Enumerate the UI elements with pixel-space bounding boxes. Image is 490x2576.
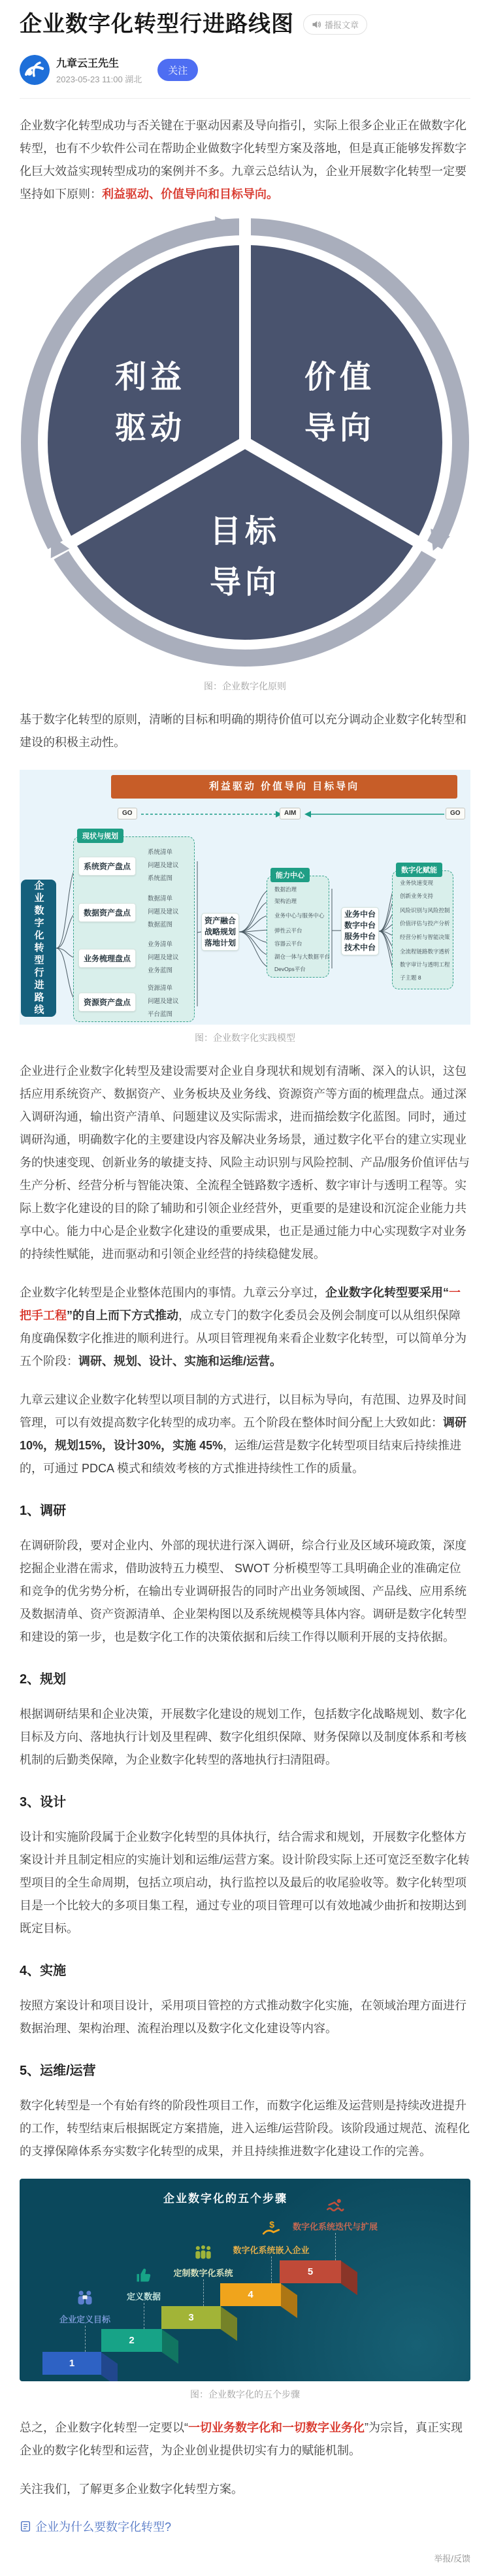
leaf: 业务中心与服务中心 (274, 912, 325, 919)
text-run: 九章云建议企业数字化转型以项目制的方式进行，以目标为导向，有范围、边界及时间管理，可以有效提高数字化转型的成功率。五个阶段在整体时间分配上大致如此： (20, 1393, 466, 1429)
leaf: 系统蓝图 (148, 875, 173, 882)
figure-five-steps (20, 2179, 470, 2381)
principles-highlight: 利益驱动、价值导向和目标导向。 (102, 188, 278, 201)
top-leader-highlight: 一把手工程 (20, 1286, 461, 1322)
speaker-icon (312, 20, 321, 29)
section-paragraph-design: 设计和实施阶段属于企业数字化转型的具体执行，结合需求和规划，开展数字化整体方案设计并且制定相应的实施计划和运维/运营方案。设计阶段实际上还可宽泛至数字化转型项目的全生命周期，包括立项启动，执行监控以及最后的收尾验收等。数字化转型项目是一个比较大的多项目集工程，通过专业的项目管理可以有效地减少曲折和按期达到既定目标。 (20, 1830, 470, 1935)
paragraph-follow-us: 关注我们，了解更多企业数字化转型方案。 (20, 2483, 243, 2496)
leaf: 风险识别与风险控制 (400, 907, 450, 914)
hub-strategy-line: 资产融合 (204, 916, 236, 925)
step-4-side (280, 2283, 297, 2318)
report-feedback-link[interactable]: 举报/反馈 (434, 2554, 470, 2564)
author-row (20, 55, 470, 85)
leaf: 数据蓝图 (148, 921, 173, 929)
step-3-connector (203, 2279, 204, 2306)
step-3: 3 (161, 2306, 221, 2329)
header (20, 9, 470, 39)
section-heading-operation: 5、运维/运营 (20, 2064, 96, 2078)
go-left-tag: GO (118, 808, 137, 819)
step-1-label: 企业定义目标 (59, 2315, 110, 2324)
section-heading-survey: 1、调研 (20, 1504, 67, 1518)
node-business-assets: 业务梳理盘点 (78, 949, 136, 968)
hub-middle-platforms (341, 907, 379, 955)
leaf: 资源清单 (148, 985, 173, 992)
step-4: 4 (220, 2283, 281, 2306)
hand-dollar-icon (261, 2219, 281, 2237)
leaf: 经营分析与智能决策 (400, 934, 450, 940)
leaf: 容器云平台 (274, 940, 302, 947)
step-2-side (161, 2329, 178, 2364)
step-4-label: 数字化系统嵌入企业 (233, 2245, 310, 2255)
figure2-caption: 图：企业数字化实践模型 (195, 1032, 295, 1043)
divider (20, 98, 470, 99)
section-heading-planning: 2、规划 (20, 1672, 67, 1687)
swimmer-icon (325, 2196, 345, 2214)
text-run-bold: 企业数字化转型要采用“ (325, 1286, 449, 1299)
leaf: 业务蓝图 (148, 967, 173, 974)
text-run: ，运维/运营是数字化转型项目结束后持续推进的，可通过 PDCA 模式和绩效考核的方式推进持续性工作的质量。 (20, 1439, 462, 1475)
group-enablement-box (392, 870, 453, 989)
section-paragraph-survey: 在调研阶段，要对企业内、外部的现状进行深入调研，综合行业及区域环境政策，深度挖掘企业潜在需求，借助波特五力模型、 SWOT 分析模型等工具明确企业的准确定位和竞争的优劣势分析，在输出专业调研报告的同时产出业务领域图、产品线、应用系统及数据清单、资产资源清单、企业架构图以及系统规模等具体内容。调研是数字化转型和建设的第一步，也是数字化工作的决策依据和后续工作得以顺利开展的支持依据。 (20, 1539, 466, 1643)
step-5-label: 数字化系统迭代与扩展 (292, 2222, 378, 2232)
paragraph-basis: 基于数字化转型的原则，清晰的目标和明确的期待价值可以充分调动企业数字化转型和建设的积极主动性。 (20, 713, 466, 749)
leaf: 业务快速变现 (400, 880, 434, 886)
paragraph-intro (20, 114, 470, 206)
leaf: 数据治理 (274, 886, 297, 893)
figure-principles (20, 212, 470, 673)
paragraph-survey-overview: 企业进行企业数字化转型及建设需要对企业自身现状和规划有清晰、深入的认识，这包括应用系统资产、数据资产、业务板块及业务线、资源资产等方面的梳理盘点。通过深入调研沟通，输出资产清单、问题建议及实际需求，进而描绘数字化蓝图。同时，通过调研沟通，明确数字化的主要建设内容及解决业务场景，通过数字化平台的建立实现业务的快速变现、创新业务的敏捷支持、风险主动识别与风险控制、产品/服务价值评估与生产分析、经营分析与智能决策、全流程全链路数字透析、数字审计与透明工程等。实际上数字化建设的目的除了辅助和引领企业经营外，更重要的是建设和沉淀企业能力共享中心。能力中心是企业数字化建设的重要成果，也正是通过能力中心实现数字对业务的持续性赋能，进而驱动和引领企业经营的持续稳健发展。 (20, 1065, 470, 1261)
people-pair-icon (75, 2288, 95, 2307)
paragraph-conclusion (20, 2417, 470, 2462)
hub-strategy-line: 落地计划 (204, 938, 236, 948)
stage-percentages-bold: 调研10%，规划15%，设计30%，实施 45% (20, 1416, 466, 1452)
step-3-side (220, 2306, 237, 2341)
step-5: 5 (280, 2260, 341, 2283)
related-article-title: 企业为什么要数字化转型? (35, 2520, 172, 2534)
avatar[interactable] (20, 55, 50, 85)
publisher-logo-icon (20, 55, 50, 85)
leaf: 问题及建议 (148, 998, 179, 1005)
aim-tag: AIM (280, 808, 301, 819)
hub-platform-line: 数字中台 (344, 921, 376, 930)
text-run: ，成立专门的数字化委员会及例会制度可以从组织保障角度确保数字化推进的顺利进行。从项目管理视角来看企业数字化转型，可以简单分为五个阶段： (20, 1309, 466, 1368)
motto-highlight: 一切业务数字化和一切数字业务化 (188, 2421, 365, 2434)
thumbs-up-icon (134, 2266, 154, 2284)
section-paragraph-operation: 数字化转型是一个有始有终的阶段性项目工作，而数字化运维及运营则是持续改进提升的工作，转型结束后根据既定方案措施，进入运维/运营阶段。该阶段通过规范、流程化的支撑保障体系夯实数字化转型的成果，并且持续推进数字化建设工作的完善。 (20, 2099, 470, 2158)
section-paragraph-implementation: 按照方案设计和项目设计，采用项目管控的方式推动数字化实施，在领域治理方面进行数据治理、架构治理、流程治理以及数字化文化建设等内容。 (20, 1999, 466, 2035)
section-heading-design: 3、设计 (20, 1795, 67, 1809)
hub-platform-line: 技术中台 (344, 943, 376, 952)
leaf: 创新业务支持 (400, 893, 434, 899)
node-resource-assets: 资源资产盘点 (78, 993, 136, 1012)
sector-label-value: 价值 (304, 360, 376, 395)
text-run-bold: ”的自上而下方式推动 (67, 1309, 178, 1322)
svg-text:$: $ (269, 2219, 275, 2230)
step-2: 2 (101, 2329, 162, 2352)
principle-banner: 利益驱动 价值导向 目标导向 (111, 775, 457, 799)
text-run: ”为宗旨，真正实现企业的数字化转型和运营，为企业创业提供切实有力的赋能机制。 (20, 2421, 463, 2457)
related-article-link[interactable] (20, 2518, 470, 2535)
leaf: 数字审计与透明工程 (400, 961, 450, 968)
steps-diagram-title: 企业数字化的五个步骤 (163, 2192, 287, 2205)
principle-cycle-diagram (20, 212, 470, 670)
leaf: 平台蓝图 (148, 1011, 173, 1018)
paragraph-top-down (20, 1281, 470, 1373)
step-1-connector (85, 2326, 86, 2352)
sector-label-goal-2: 导向 (209, 565, 281, 600)
section-paragraph-planning: 根据调研结果和企业决策，开展数字化建设的规划工作，包括数字化战略规划、数字化目标及方向、落地执行计划及里程碑、数字化组织保障、财务保障以及制度体系和考核机制的后勤类保障，为企业数字化转型的落地执行扫清阻碍。 (20, 1708, 466, 1766)
leaf: 数据清单 (148, 895, 173, 902)
figure3-caption: 图：企业数字化的五个步骤 (190, 2389, 300, 2400)
leaf: 问题及建议 (148, 908, 179, 916)
leaf: 湖仓一体与大数据平台 (274, 953, 331, 960)
step-5-connector (335, 2233, 336, 2260)
group-capability-label: 能力中心 (270, 868, 310, 882)
page-title: 企业数字化转型行进路线图 (20, 12, 294, 37)
leaf: 子主题 8 (400, 974, 421, 981)
step-3-label: 定制数字化系统 (173, 2268, 233, 2278)
publish-meta: 2023-05-23 11:00 湖北 (56, 74, 142, 84)
leaf: 架构治理 (274, 898, 297, 904)
document-icon (20, 2520, 31, 2532)
sector-label-benefit-2: 驱动 (114, 411, 186, 446)
group-status-label: 现状与规划 (77, 829, 123, 843)
text-run: 总之，企业数字化转型一定要以“ (20, 2421, 188, 2434)
intro-text: 企业数字化转型成功与否关键在于驱动因素及导向指引，实际上很多企业正在做数字化转型，也有不少软件公司在帮助企业做数字化转型方案及落地，但是真正能够发挥数字化巨大效益实现转型成功的案例并不多。九章云总结认为，企业开展数字化转型一定要坚持如下原则： (20, 119, 466, 201)
leaf: 问题及建议 (148, 862, 179, 869)
hub-platform-line: 服务中台 (344, 932, 376, 941)
node-system-assets: 系统资产盘点 (78, 857, 136, 876)
step-2-label: 定义数据 (126, 2292, 161, 2302)
five-stages-bold: 调研、规划、设计、实施和运维/运营。 (78, 1355, 282, 1368)
roadmap-spine: 企业数字化转型行进路线 (21, 880, 56, 1017)
text-run: 企业数字化转型是企业整体范围内的事情。九章云分享过， (20, 1286, 325, 1299)
hub-platform-line: 业务中台 (344, 910, 376, 919)
leaf: 系统清单 (148, 849, 173, 856)
broadcast-button[interactable] (303, 14, 367, 35)
hub-strategy-line: 战略规划 (204, 927, 236, 936)
leaf: 弹性云平台 (274, 927, 302, 934)
leaf: 问题及建议 (148, 954, 179, 961)
figure-practice-model (20, 770, 470, 1025)
sector-label-benefit: 利益 (114, 360, 186, 395)
follow-button[interactable]: 关注 (157, 59, 198, 81)
section-heading-implementation: 4、实施 (20, 1964, 67, 1978)
go-right-tag: GO (446, 808, 465, 819)
leaf: 全流程链路数字透析 (400, 948, 450, 955)
leaf: 价值评估与投产分析 (400, 920, 450, 927)
leaf: DevOps平台 (274, 966, 306, 972)
hub-strategy (201, 913, 239, 951)
figure1-caption: 图：企业数字化原则 (204, 681, 286, 691)
step-4-connector (271, 2256, 272, 2283)
author-name[interactable]: 九章云王先生 (56, 58, 120, 69)
step-1: 1 (42, 2352, 101, 2375)
broadcast-label: 播报文章 (325, 20, 359, 30)
sector-label-value-2: 导向 (304, 411, 376, 446)
node-data-assets: 数据资产盘点 (78, 903, 136, 922)
step-1-side (101, 2352, 118, 2381)
group-enablement-label: 数字化赋能 (396, 863, 442, 877)
leaf: 业务清单 (148, 941, 173, 948)
sector-label-goal: 目标 (209, 514, 281, 549)
paragraph-time-allocation (20, 1389, 470, 1480)
step-5-side (340, 2260, 357, 2295)
team-icon (193, 2243, 213, 2261)
